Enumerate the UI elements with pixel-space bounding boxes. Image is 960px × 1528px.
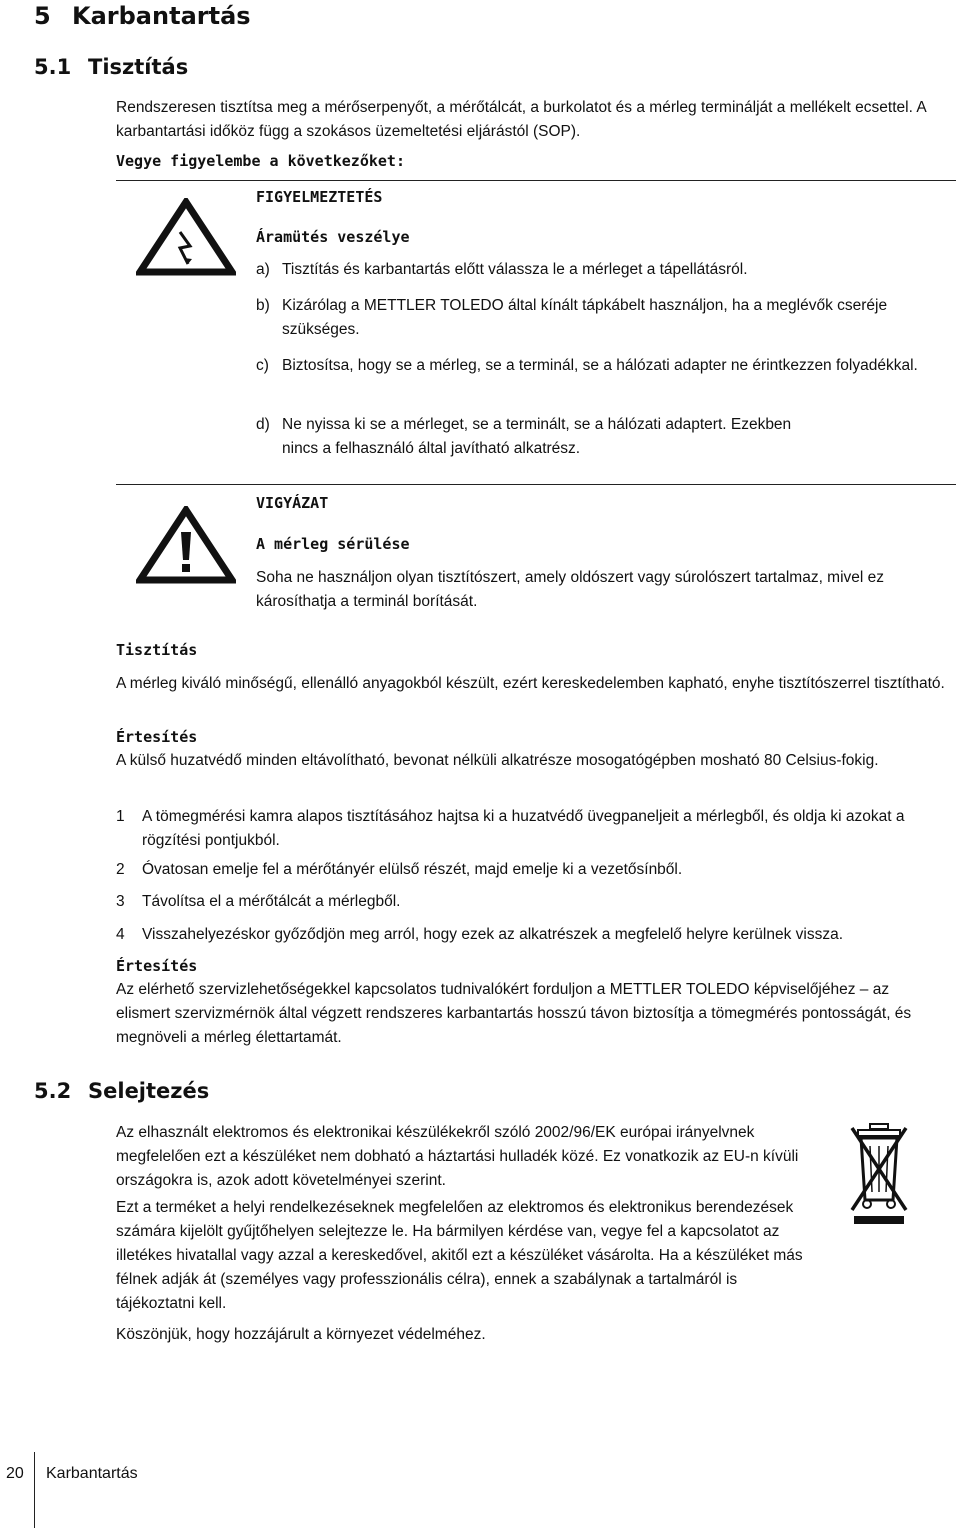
section-heading: [34, 2, 251, 30]
section-number: 5: [34, 2, 51, 30]
caution-label: VIGYÁZAT: [256, 494, 329, 512]
item-text: Tisztítás és karbantartás előtt válassza le a mérleget a tápellátásról.: [282, 261, 748, 278]
section-title: Karbantartás: [72, 2, 251, 30]
warning-exclamation-icon: [136, 506, 236, 584]
warning-item: [256, 413, 816, 461]
caution-rule: [116, 484, 956, 485]
subsection-title: Selejtezés: [88, 1079, 210, 1103]
disposal-paragraph: Az elhasznált elektromos és elektronikai készülékekről szóló 2002/96/EK európai irányelvnek megfelelően ezt a készüléket nem dobható a háztartási hulladék közé. Ez vonatkozik az EU-n kívüli országokra is, azok adott követelményei szerint.: [116, 1124, 799, 1189]
step-item: [116, 890, 946, 914]
notice-text: Az elérhető szervizlehetőségekkel kapcsolatos tudnivalókért forduljon a METTLER TOLEDO képviselőjéhez – az elismert szervizmérnök által végzett rendszeres karbantartás hosszú távon biztosítja a tömegmérés pontosságát, és megnöveli a mérleg élettartamát.: [116, 981, 912, 1046]
subsection-number: 5.2: [34, 1079, 72, 1103]
warning-rule: [116, 180, 956, 181]
notice-text: A külső huzatvédő minden eltávolítható, bevonat nélküli alkatrésze mosogatógépben mosható 80 Celsius-fokig.: [116, 752, 879, 769]
cleaning-subtext: A mérleg kiváló minőségű, ellenálló anyagokból készült, ezért kereskedelemben kapható, enyhe tisztítószerrel tisztítható.: [116, 675, 945, 692]
step-text: A tömegmérési kamra alapos tisztításához hajtsa ki a huzatvédő üvegpaneljeit a mérlegből, és oldja ki azokat a rögzítési pontjukból.: [142, 808, 905, 849]
subsection-heading-cleaning: [34, 55, 188, 79]
item-text: Biztosítsa, hogy se a mérleg, se a terminál, se a hálózati adapter ne érintkezzen folyadékkal.: [282, 357, 918, 374]
item-label: a): [256, 261, 270, 278]
item-text: Kizárólag a METTLER TOLEDO által kínált tápkábelt használjon, ha a meglévők cseréje szükséges.: [282, 297, 888, 338]
warning-label: FIGYELMEZTETÉS: [256, 188, 383, 206]
weee-bin-icon: [848, 1122, 910, 1226]
subsection-number: 5.1: [34, 55, 72, 79]
step-text: Óvatosan emelje fel a mérőtányér elülső részét, majd emelje ki a vezetősínből.: [142, 861, 683, 878]
step-number: 3: [116, 893, 125, 910]
caution-hazard: A mérleg sérülése: [256, 535, 410, 553]
step-number: 2: [116, 861, 125, 878]
step-item: [116, 923, 946, 947]
notice-label: Értesítés: [116, 957, 198, 975]
page-number: 20: [6, 1465, 24, 1482]
warning-hazard: Áramütés veszélye: [256, 228, 410, 246]
warning-item: [256, 258, 946, 282]
step-text: Visszahelyezéskor győződjön meg arról, hogy ezek az alkatrészek a megfelelő helyre kerülnek vissza.: [142, 926, 844, 943]
caution-text: Soha ne használjon olyan tisztítószert, amely oldószert vagy súrolószert tartalmaz, mivel ez károsíthatja a terminál borítását.: [256, 569, 885, 610]
electric-hazard-icon: [136, 198, 236, 276]
note-lead: Vegye figyelembe a következőket:: [116, 152, 405, 170]
item-label: b): [256, 297, 270, 314]
item-label: d): [256, 416, 270, 433]
footer-divider: [34, 1452, 35, 1528]
subsection-title: Tisztítás: [88, 55, 189, 79]
disposal-paragraph: Ezt a terméket a helyi rendelkezéseknek megfelelően az elektromos és elektronikus berendezések számára kijelölt gyűjtőhelyen selejtezze le. Ha bármilyen kérdése van, vegye fel a kapcsolatot az illetékes hivatallal vagy azzal a kereskedővel, akitől ezt a készüléket vásárolta. Ha a készüléket más félnek adják át (személyes vagy professzionális célra), ennek a szabálynak a tartalmáról is tájékoztatni kell.: [116, 1199, 803, 1312]
disposal-paragraph: Köszönjük, hogy hozzájárult a környezet védelméhez.: [116, 1326, 486, 1343]
item-text: Ne nyissa ki se a mérleget, se a terminált, se a hálózati adaptert. Ezekben nincs a felhasználó által javítható alkatrész.: [282, 416, 792, 457]
step-text: Távolítsa el a mérőtálcát a mérlegből.: [142, 893, 401, 910]
step-number: 1: [116, 808, 125, 825]
step-item: [116, 858, 946, 882]
warning-item: [256, 294, 946, 342]
footer-chapter: Karbantartás: [46, 1465, 138, 1482]
subsection-heading-disposal: [34, 1079, 209, 1103]
warning-item: [256, 354, 946, 378]
item-label: c): [256, 357, 269, 374]
step-item: [116, 805, 946, 853]
cleaning-intro: Rendszeresen tisztítsa meg a mérőserpenyőt, a mérőtálcát, a burkolatot és a mérleg terminálját a mellékelt ecsettel. A karbantartási időköz függ a szokásos üzemeltetési eljárástól (SOP).: [116, 99, 926, 140]
cleaning-subheading: Tisztítás: [116, 641, 198, 659]
notice-label: Értesítés: [116, 728, 198, 746]
step-number: 4: [116, 926, 125, 943]
